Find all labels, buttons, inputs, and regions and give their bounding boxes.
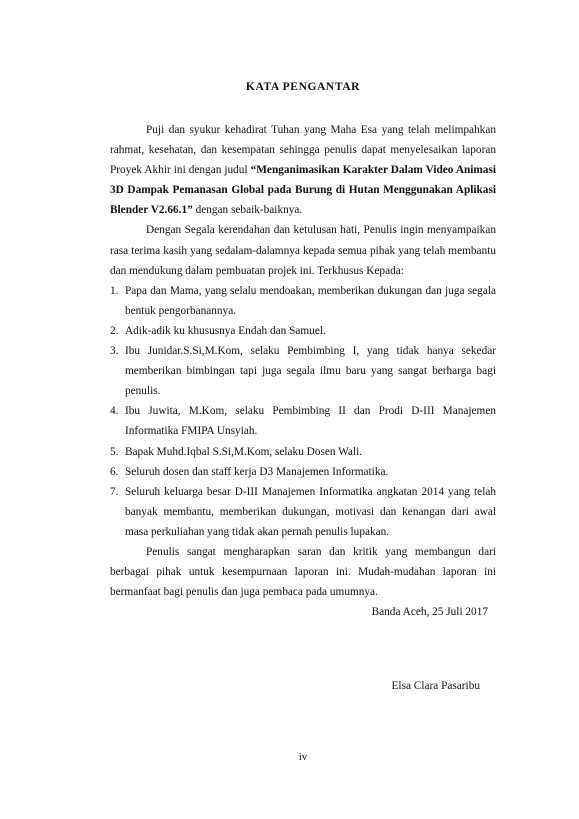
signature-name: Elsa Clara Pasaribu (391, 680, 480, 692)
document-body (110, 120, 496, 622)
list-item (110, 462, 496, 482)
list-item (110, 321, 496, 341)
list-item-text: Seluruh keluarga besar D-III Manajemen Informatika angkatan 2014 yang telah banyak membantu, memberikan dukungan, motivasi dan kenangan dari awal masa perkuliahan yang tidak akan pernah penulis lupakan. (125, 485, 496, 538)
list-item-number: 3. (110, 345, 119, 358)
opening-paragraph (110, 120, 496, 220)
list-item (110, 281, 496, 321)
page-title: KATA PENGANTAR (245, 81, 361, 93)
list-item-number: 2. (110, 324, 119, 337)
list-item-number: 4. (110, 405, 119, 418)
project-title: “Menganimasikan Karakter Dalam Video Animasi 3D Dampak Pemanasan Global pada Burung di Hutan Menggunakan Aplikasi Blender V2.66.1” (110, 164, 496, 217)
list-item-text: Ibu Juwita, M.Kom, selaku Pembimbing II dan Prodi D-III Manajemen Informatika FMIPA Unsyiah. (125, 405, 496, 438)
closing-paragraph: Penulis sangat mengharapkan saran dan kritik yang membangun dari berbagai pihak untuk kesempurnaan laporan ini. Mudah-mudahan laporan ini bermanfaat bagi penulis dan juga pembaca pada umumnya. (110, 545, 496, 599)
list-item-text: Seluruh dosen dan staff kerja D3 Manajemen Informatika. (125, 465, 389, 478)
thanks-list (110, 281, 496, 542)
list-item-text: Ibu Junidar.S.Si,M.Kom, selaku Pembimbing I, yang tidak hanya sekedar memberikan bimbingan tapi juga segala ilmu baru yang sangat berharga bagi penulis. (125, 345, 496, 398)
opening-text-end: dengan sebaik-baiknya. (192, 204, 303, 217)
list-item-number: 6. (110, 465, 119, 478)
list-item-text: Papa dan Mama, yang selalu mendoakan, memberikan dukungan dan juga segala bentuk pengorbanannya. (125, 284, 496, 317)
list-item-number: 1. (110, 284, 119, 297)
opening-text: Puji dan syukur kehadirat Tuhan yang Maha Esa yang telah melimpahkan rahmat, kesehatan, dan kesempatan sehingga penulis dapat menyelesaikan laporan Proyek Akhir ini dengan judul (110, 124, 496, 177)
page-number: iv (298, 751, 308, 763)
list-item (110, 401, 496, 441)
list-item-text: Bapak Muhd.Iqbal S.Si,M.Kom, selaku Dosen Wali. (125, 445, 363, 458)
list-item-number: 5. (110, 445, 119, 458)
place-date: Banda Aceh, 25 Juli 2017 (371, 606, 488, 619)
list-item-number: 7. (110, 485, 119, 498)
list-item (110, 482, 496, 542)
list-item (110, 442, 496, 462)
thanks-intro-paragraph: Dengan Segala kerendahan dan ketulusan hati, Penulis ingin menyampaikan rasa terima kasih yang sedalam-dalamnya kepada semua pihak yang telah membantu dan mendukung dalam pembuatan projek ini. Terkhusus Kepada: (110, 224, 496, 277)
document-page (110, 0, 496, 819)
list-item (110, 341, 496, 401)
list-item-text: Adik-adik ku khususnya Endah dan Samuel. (125, 324, 326, 337)
